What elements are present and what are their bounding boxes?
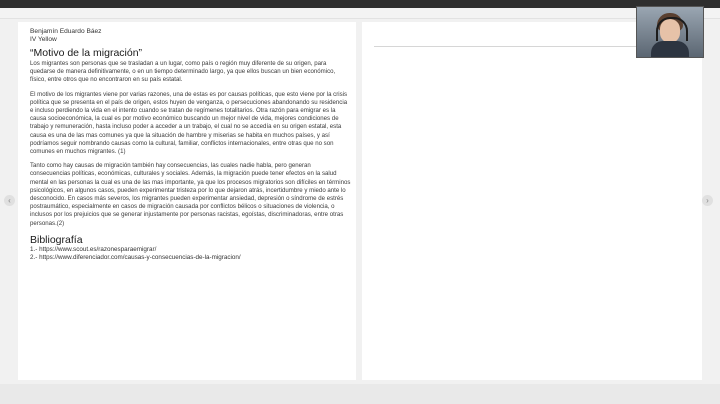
document-content (30, 28, 352, 263)
next-page-button[interactable]: › (702, 195, 713, 206)
author-group: IV Yellow (30, 36, 57, 43)
reference-1[interactable]: 1.- https://www.scout.es/razonesparaemigrar/ (30, 245, 157, 253)
webcam-overlay (636, 6, 704, 58)
previous-page-button[interactable]: ‹ (4, 195, 15, 206)
top-bar (0, 0, 720, 8)
headset-icon (656, 17, 688, 41)
bottom-band (0, 384, 720, 404)
next-page[interactable] (362, 22, 702, 380)
paragraph-2: El motivo de los migrantes viene por varias razones, una de estas es por causas políticas, que esto viene por la crisis política que se presenta en el país de origen, estos huyen de venganza, o persecuciones abandonando su residencia e incluso perdiendo la vida en el intento cuando se tratan de regímenes totalitarios. Otra razón para emigrar es la causa socioeconómica, la cual es por motivo económico buscando un mejor nivel de vida, mejores condiciones de trabajo y remuneración, hasta incluso poder a acceder a un trabajo, el cual no se accedía en su origen estatal, esta causa es una de las mas comunes ya que la situación de hambre y miserias se habita en muchos países, y así podríamos seguir nombrando causas como la cultural, familiar, conflictos internacionales, entre otras que no son comunes en muchos migrantes. (1) (30, 90, 348, 156)
author-name: Benjamín Eduardo Báez (30, 28, 102, 35)
webcam-person-body (651, 41, 689, 58)
document-title: “Motivo de la migración” (30, 47, 143, 59)
paragraph-1: Los migrantes son personas que se trasladan a un lugar, como país o región muy diferente de su origen, para quedarse de manera definitivamente, o en un tiempo determinado largo, ya que ellos buscan un bien económico, físico, entre otros que no encontraron en su país estatal. (30, 60, 336, 84)
document-page[interactable] (18, 22, 356, 380)
reference-2[interactable]: 2.- https://www.diferenciador.com/causas-y-consecuencias-de-la-migracion/ (30, 254, 241, 262)
paragraph-3: Tanto como hay causas de migración también hay consecuencias, las cuales nadie habla, pero generan consecuencias políticas, económicas, culturales y sociales. Además, la migración puede tener efectos en la salud mental en las personas la cual es una de las mas importante, ya que los procesos migratorios son difíciles en términos psicológicos, en algunos casos, pueden experimentar tristeza por lo que dejaron atrás, incertidumbre y miedo ante lo desconocido. En casos más severos, los migrantes pueden experimentar ansiedad, depresión o síndrome de estrés postraumático, especialmente en casos de migración causada por conflictos bélicos o situaciones de violencia, o inclusos por los prejuicios que se generar injustamente por personas racistas, egoístas, discriminadoras, entre otras personas.(2) (30, 162, 351, 227)
toolbar-strip (0, 8, 720, 18)
bibliography-heading: Bibliografía (30, 233, 83, 246)
